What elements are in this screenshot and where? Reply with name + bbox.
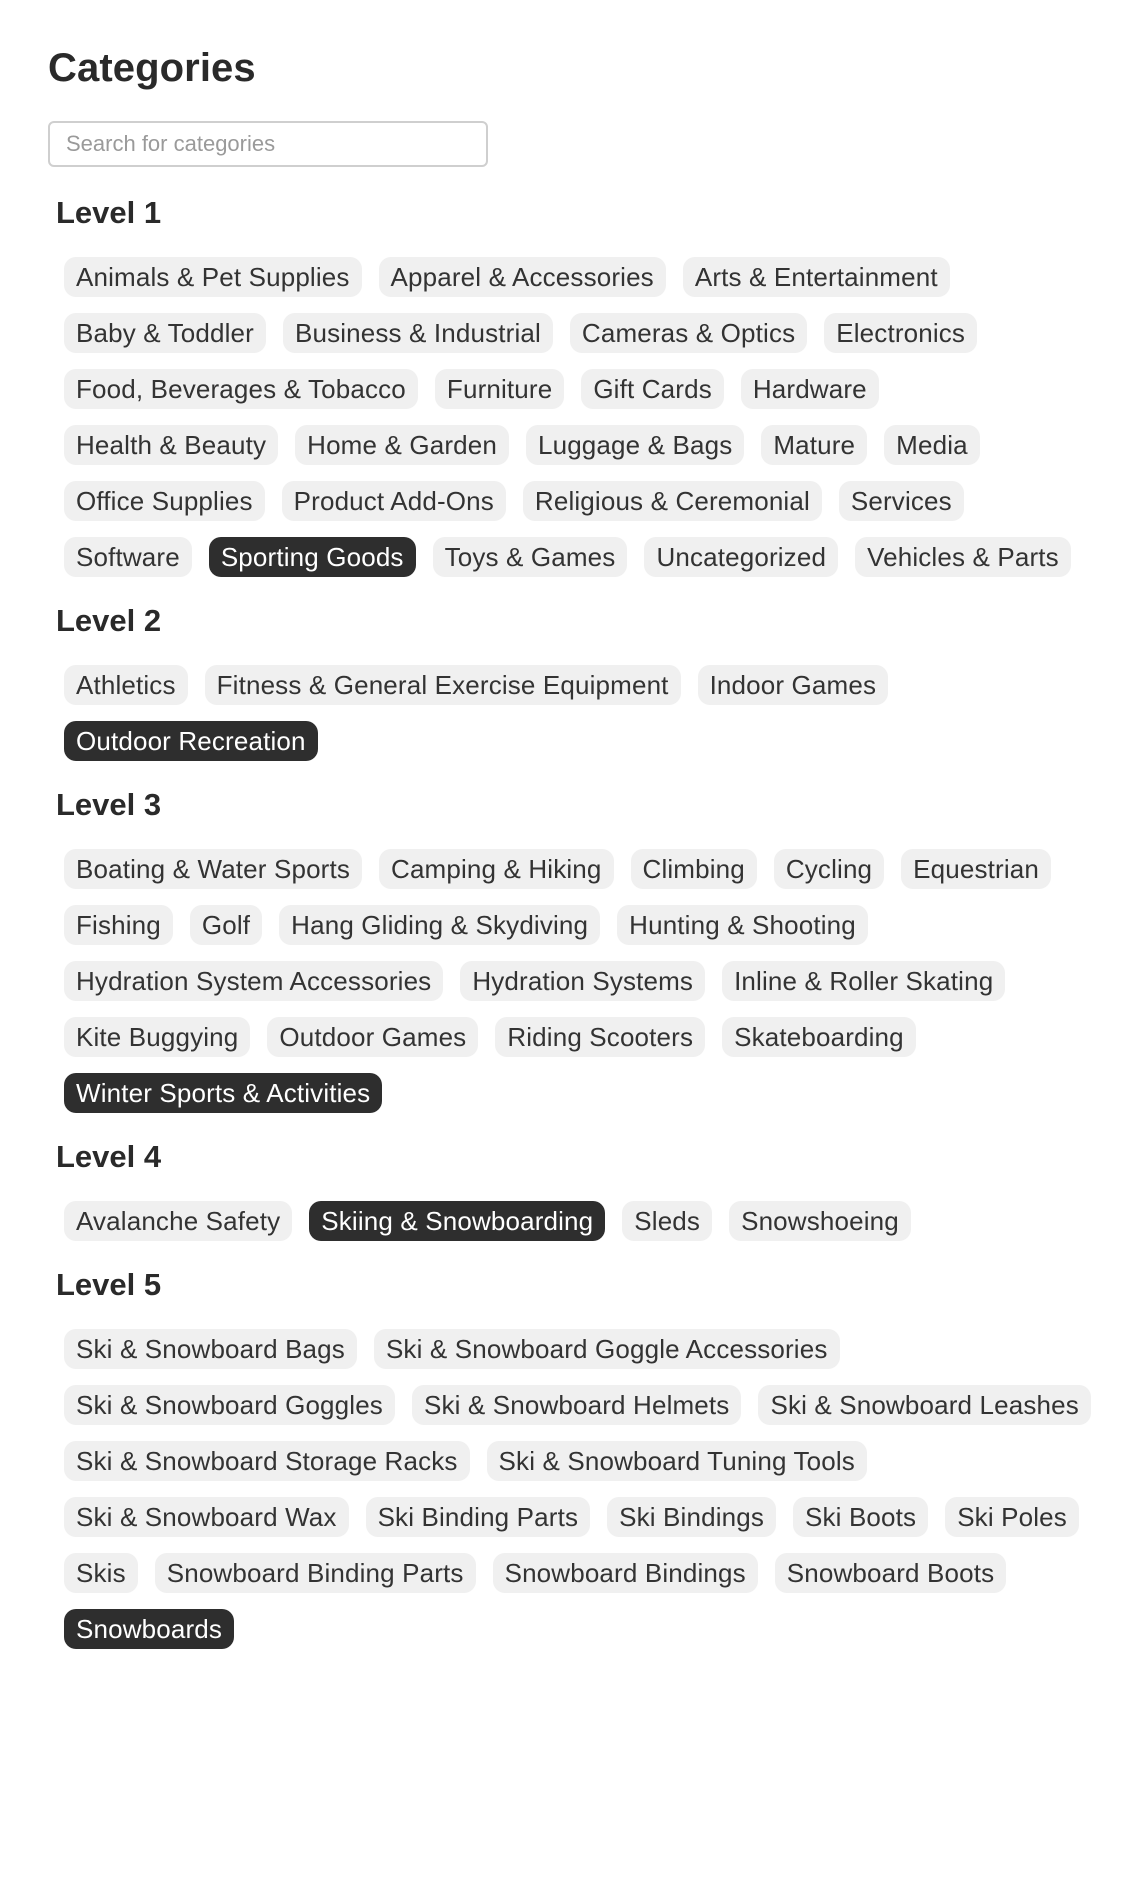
level-title: Level 4 xyxy=(56,1139,162,1174)
level-section-2 xyxy=(48,603,1106,761)
level-section-1 xyxy=(48,195,1106,577)
category-chip-ski-binding-parts[interactable]: Ski Binding Parts xyxy=(366,1497,591,1537)
category-chip-kite-buggying[interactable]: Kite Buggying xyxy=(64,1017,250,1057)
category-chip-inline-and-roller-skating[interactable]: Inline & Roller Skating xyxy=(722,961,1005,1001)
category-chip-outdoor-recreation[interactable]: Outdoor Recreation xyxy=(64,721,318,761)
category-chip-fitness-and-general-exercise-equipment[interactable]: Fitness & General Exercise Equipment xyxy=(205,665,681,705)
category-chip-hydration-system-accessories[interactable]: Hydration System Accessories xyxy=(64,961,443,1001)
category-chip-sporting-goods[interactable]: Sporting Goods xyxy=(209,537,416,577)
level-title: Level 3 xyxy=(56,787,162,822)
category-chip-indoor-games[interactable]: Indoor Games xyxy=(698,665,889,705)
category-chip-hydration-systems[interactable]: Hydration Systems xyxy=(460,961,705,1001)
category-chip-ski-and-snowboard-tuning-tools[interactable]: Ski & Snowboard Tuning Tools xyxy=(487,1441,867,1481)
level-section-5 xyxy=(48,1267,1106,1649)
category-chip-snowboard-bindings[interactable]: Snowboard Bindings xyxy=(493,1553,758,1593)
category-chip-gift-cards[interactable]: Gift Cards xyxy=(581,369,724,409)
category-chip-list xyxy=(48,849,1106,1113)
category-chip-list xyxy=(48,1329,1106,1649)
page-title: Categories xyxy=(48,46,256,90)
category-chip-outdoor-games[interactable]: Outdoor Games xyxy=(267,1017,478,1057)
category-chip-snowshoeing[interactable]: Snowshoeing xyxy=(729,1201,911,1241)
level-section-3 xyxy=(48,787,1106,1113)
category-chip-golf[interactable]: Golf xyxy=(190,905,262,945)
category-chip-luggage-and-bags[interactable]: Luggage & Bags xyxy=(526,425,744,465)
category-chip-athletics[interactable]: Athletics xyxy=(64,665,188,705)
category-chip-ski-and-snowboard-leashes[interactable]: Ski & Snowboard Leashes xyxy=(758,1385,1090,1425)
category-chip-ski-and-snowboard-bags[interactable]: Ski & Snowboard Bags xyxy=(64,1329,357,1369)
category-chip-office-supplies[interactable]: Office Supplies xyxy=(64,481,265,521)
category-chip-boating-and-water-sports[interactable]: Boating & Water Sports xyxy=(64,849,362,889)
category-chip-software[interactable]: Software xyxy=(64,537,192,577)
search-input[interactable] xyxy=(48,121,488,167)
category-chip-camping-and-hiking[interactable]: Camping & Hiking xyxy=(379,849,614,889)
category-chip-ski-bindings[interactable]: Ski Bindings xyxy=(607,1497,776,1537)
category-chip-skis[interactable]: Skis xyxy=(64,1553,138,1593)
level-title: Level 1 xyxy=(56,195,162,230)
category-chip-ski-and-snowboard-wax[interactable]: Ski & Snowboard Wax xyxy=(64,1497,349,1537)
category-chip-baby-and-toddler[interactable]: Baby & Toddler xyxy=(64,313,266,353)
category-chip-uncategorized[interactable]: Uncategorized xyxy=(644,537,838,577)
category-chip-winter-sports-and-activities[interactable]: Winter Sports & Activities xyxy=(64,1073,382,1113)
category-chip-snowboard-boots[interactable]: Snowboard Boots xyxy=(775,1553,1007,1593)
category-chip-vehicles-and-parts[interactable]: Vehicles & Parts xyxy=(855,537,1071,577)
category-chip-list xyxy=(48,1201,1106,1241)
category-chip-cycling[interactable]: Cycling xyxy=(774,849,884,889)
category-chip-snowboard-binding-parts[interactable]: Snowboard Binding Parts xyxy=(155,1553,476,1593)
category-chip-skiing-and-snowboarding[interactable]: Skiing & Snowboarding xyxy=(309,1201,605,1241)
levels-container xyxy=(48,195,1106,1649)
category-chip-hunting-and-shooting[interactable]: Hunting & Shooting xyxy=(617,905,868,945)
category-chip-riding-scooters[interactable]: Riding Scooters xyxy=(495,1017,705,1057)
level-title: Level 2 xyxy=(56,603,162,638)
category-chip-animals-and-pet-supplies[interactable]: Animals & Pet Supplies xyxy=(64,257,362,297)
category-chip-list xyxy=(48,257,1106,577)
category-chip-avalanche-safety[interactable]: Avalanche Safety xyxy=(64,1201,292,1241)
category-chip-ski-and-snowboard-goggles[interactable]: Ski & Snowboard Goggles xyxy=(64,1385,395,1425)
category-chip-climbing[interactable]: Climbing xyxy=(631,849,757,889)
level-section-4 xyxy=(48,1139,1106,1241)
category-chip-apparel-and-accessories[interactable]: Apparel & Accessories xyxy=(379,257,666,297)
category-chip-mature[interactable]: Mature xyxy=(761,425,867,465)
category-chip-ski-and-snowboard-goggle-accessories[interactable]: Ski & Snowboard Goggle Accessories xyxy=(374,1329,840,1369)
category-chip-sleds[interactable]: Sleds xyxy=(622,1201,712,1241)
category-chip-product-add-ons[interactable]: Product Add-Ons xyxy=(282,481,506,521)
level-title: Level 5 xyxy=(56,1267,162,1302)
category-chip-toys-and-games[interactable]: Toys & Games xyxy=(433,537,628,577)
category-chip-equestrian[interactable]: Equestrian xyxy=(901,849,1051,889)
category-chip-ski-and-snowboard-storage-racks[interactable]: Ski & Snowboard Storage Racks xyxy=(64,1441,470,1481)
category-chip-religious-and-ceremonial[interactable]: Religious & Ceremonial xyxy=(523,481,822,521)
category-chip-hang-gliding-and-skydiving[interactable]: Hang Gliding & Skydiving xyxy=(279,905,600,945)
category-chip-ski-and-snowboard-helmets[interactable]: Ski & Snowboard Helmets xyxy=(412,1385,741,1425)
category-chip-ski-poles[interactable]: Ski Poles xyxy=(945,1497,1079,1537)
category-chip-electronics[interactable]: Electronics xyxy=(824,313,977,353)
category-chip-media[interactable]: Media xyxy=(884,425,980,465)
category-chip-fishing[interactable]: Fishing xyxy=(64,905,173,945)
category-chip-food-beverages-and-tobacco[interactable]: Food, Beverages & Tobacco xyxy=(64,369,418,409)
category-chip-arts-and-entertainment[interactable]: Arts & Entertainment xyxy=(683,257,950,297)
category-chip-furniture[interactable]: Furniture xyxy=(435,369,564,409)
category-chip-snowboards[interactable]: Snowboards xyxy=(64,1609,234,1649)
category-chip-business-and-industrial[interactable]: Business & Industrial xyxy=(283,313,553,353)
category-chip-services[interactable]: Services xyxy=(839,481,964,521)
category-chip-list xyxy=(48,665,1106,761)
category-chip-home-and-garden[interactable]: Home & Garden xyxy=(295,425,509,465)
category-chip-ski-boots[interactable]: Ski Boots xyxy=(793,1497,928,1537)
category-chip-health-and-beauty[interactable]: Health & Beauty xyxy=(64,425,278,465)
category-chip-skateboarding[interactable]: Skateboarding xyxy=(722,1017,916,1057)
category-chip-hardware[interactable]: Hardware xyxy=(741,369,879,409)
category-chip-cameras-and-optics[interactable]: Cameras & Optics xyxy=(570,313,807,353)
